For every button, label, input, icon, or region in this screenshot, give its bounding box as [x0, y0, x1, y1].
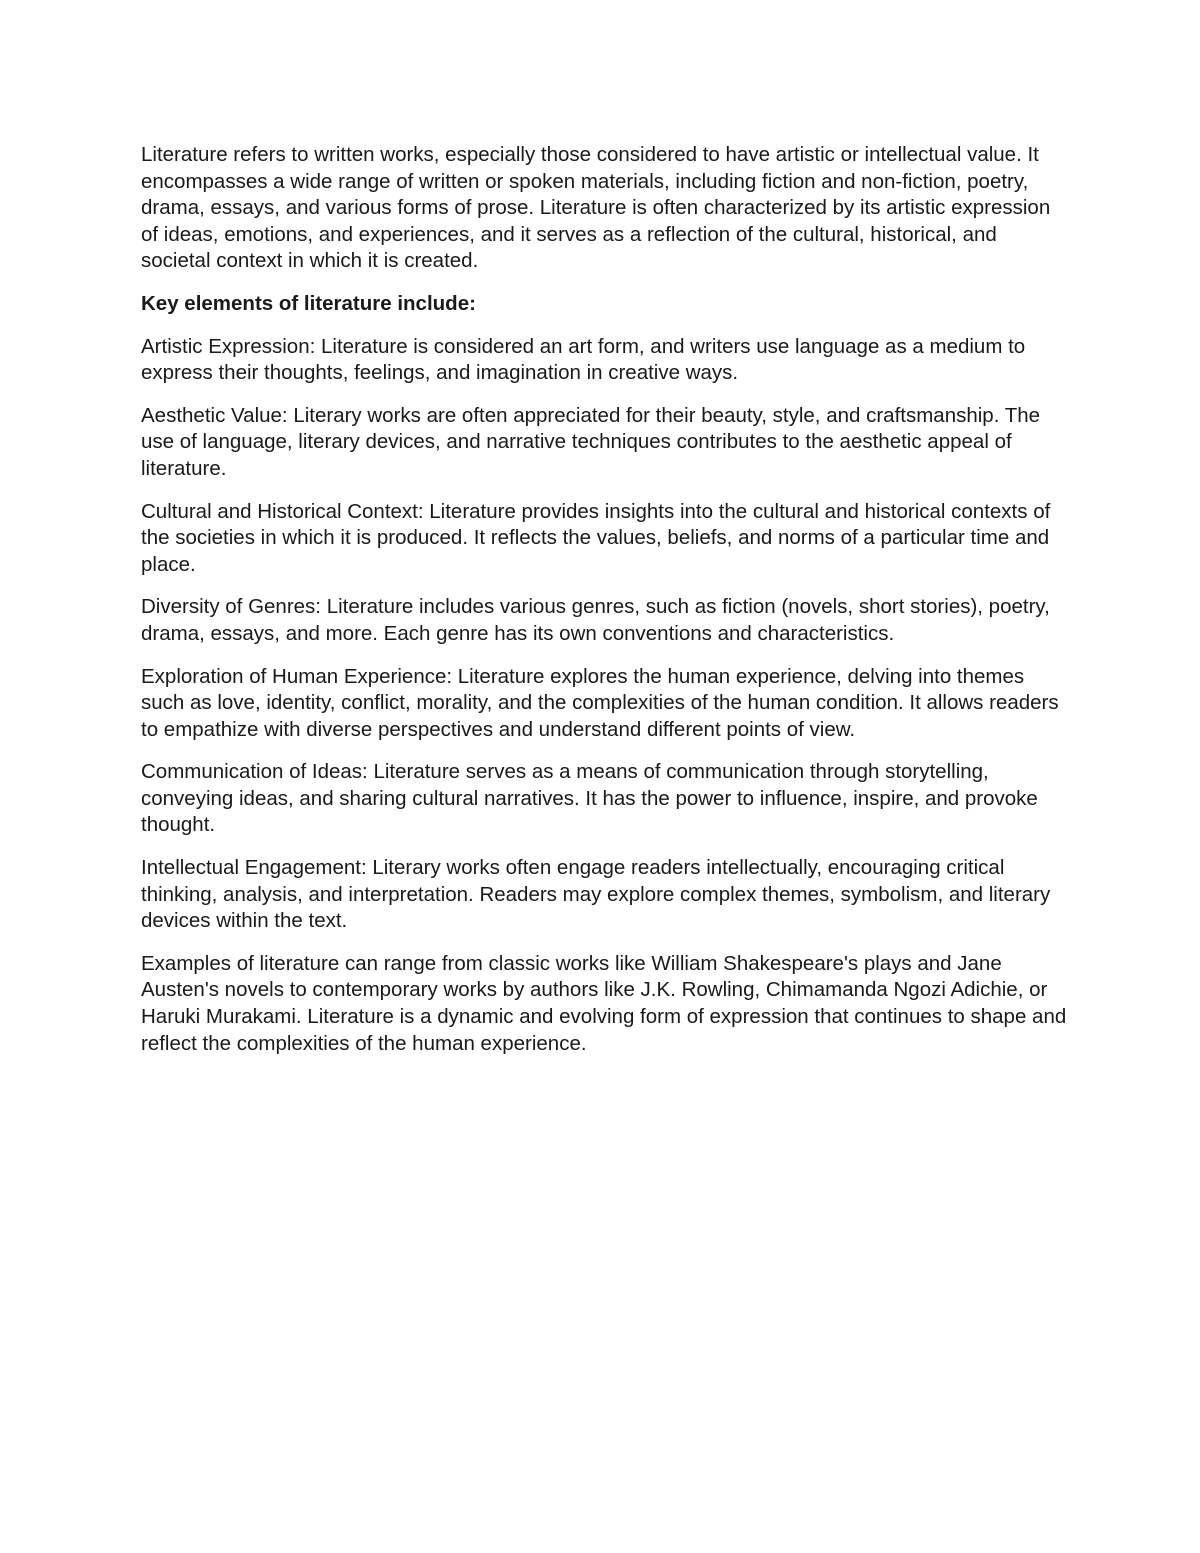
element-paragraph-communication-of-ideas: Communication of Ideas: Literature serves as a means of communication through storytelling, conveying ideas, and sharing cultural narratives. It has the power to influence, inspire, and provoke thought. — [141, 760, 1038, 837]
document-body — [141, 142, 1071, 1073]
intro-paragraph: Literature refers to written works, especially those considered to have artistic or intellectual value. It encompasses a wide range of written or spoken materials, including fiction and non-fiction, poetry, drama, essays, and various forms of prose. Literature is often characterized by its artistic expression of ideas, emotions, and experiences, and it serves as a reflection of the cultural, historical, and societal context in which it is created. — [141, 143, 1051, 273]
element-paragraph-artistic-expression: Artistic Expression: Literature is considered an art form, and writers use language as a medium to express their thoughts, feelings, and imagination in creative ways. — [141, 334, 1026, 385]
section-heading: Key elements of literature include: — [141, 291, 476, 315]
element-paragraph-diversity-of-genres: Diversity of Genres: Literature includes various genres, such as fiction (novels, short stories), poetry, drama, essays, and more. Each genre has its own conventions and characteristics. — [141, 595, 1050, 645]
element-paragraph-aesthetic-value: Aesthetic Value: Literary works are often appreciated for their beauty, style, and craftsmanship. The use of language, literary devices, and narrative techniques contributes to the aesthetic appeal of literature. — [141, 403, 1041, 480]
element-paragraph-cultural-historical-context: Cultural and Historical Context: Literature provides insights into the cultural and historical contexts of the societies in which it is produced. It reflects the values, beliefs, and norms of a particular time and place. — [141, 499, 1051, 576]
element-paragraph-intellectual-engagement: Intellectual Engagement: Literary works often engage readers intellectually, encouraging critical thinking, analysis, and interpretation. Readers may explore complex themes, symbolism, and literary devices within the text. — [141, 856, 1051, 933]
element-paragraph-human-experience: Exploration of Human Experience: Literature explores the human experience, delving into themes such as love, identity, conflict, morality, and the complexities of the human condition. It allows readers to empathize with diverse perspectives and understand different points of view. — [141, 664, 1059, 741]
conclusion-paragraph: Examples of literature can range from classic works like William Shakespeare's plays and Jane Austen's novels to contemporary works by authors like J.K. Rowling, Chimamanda Ngozi Adichie, or Haruki Murakami. Literature is a dynamic and evolving form of expression that continues to shape and reflect the complexities of the human experience. — [141, 951, 1067, 1055]
